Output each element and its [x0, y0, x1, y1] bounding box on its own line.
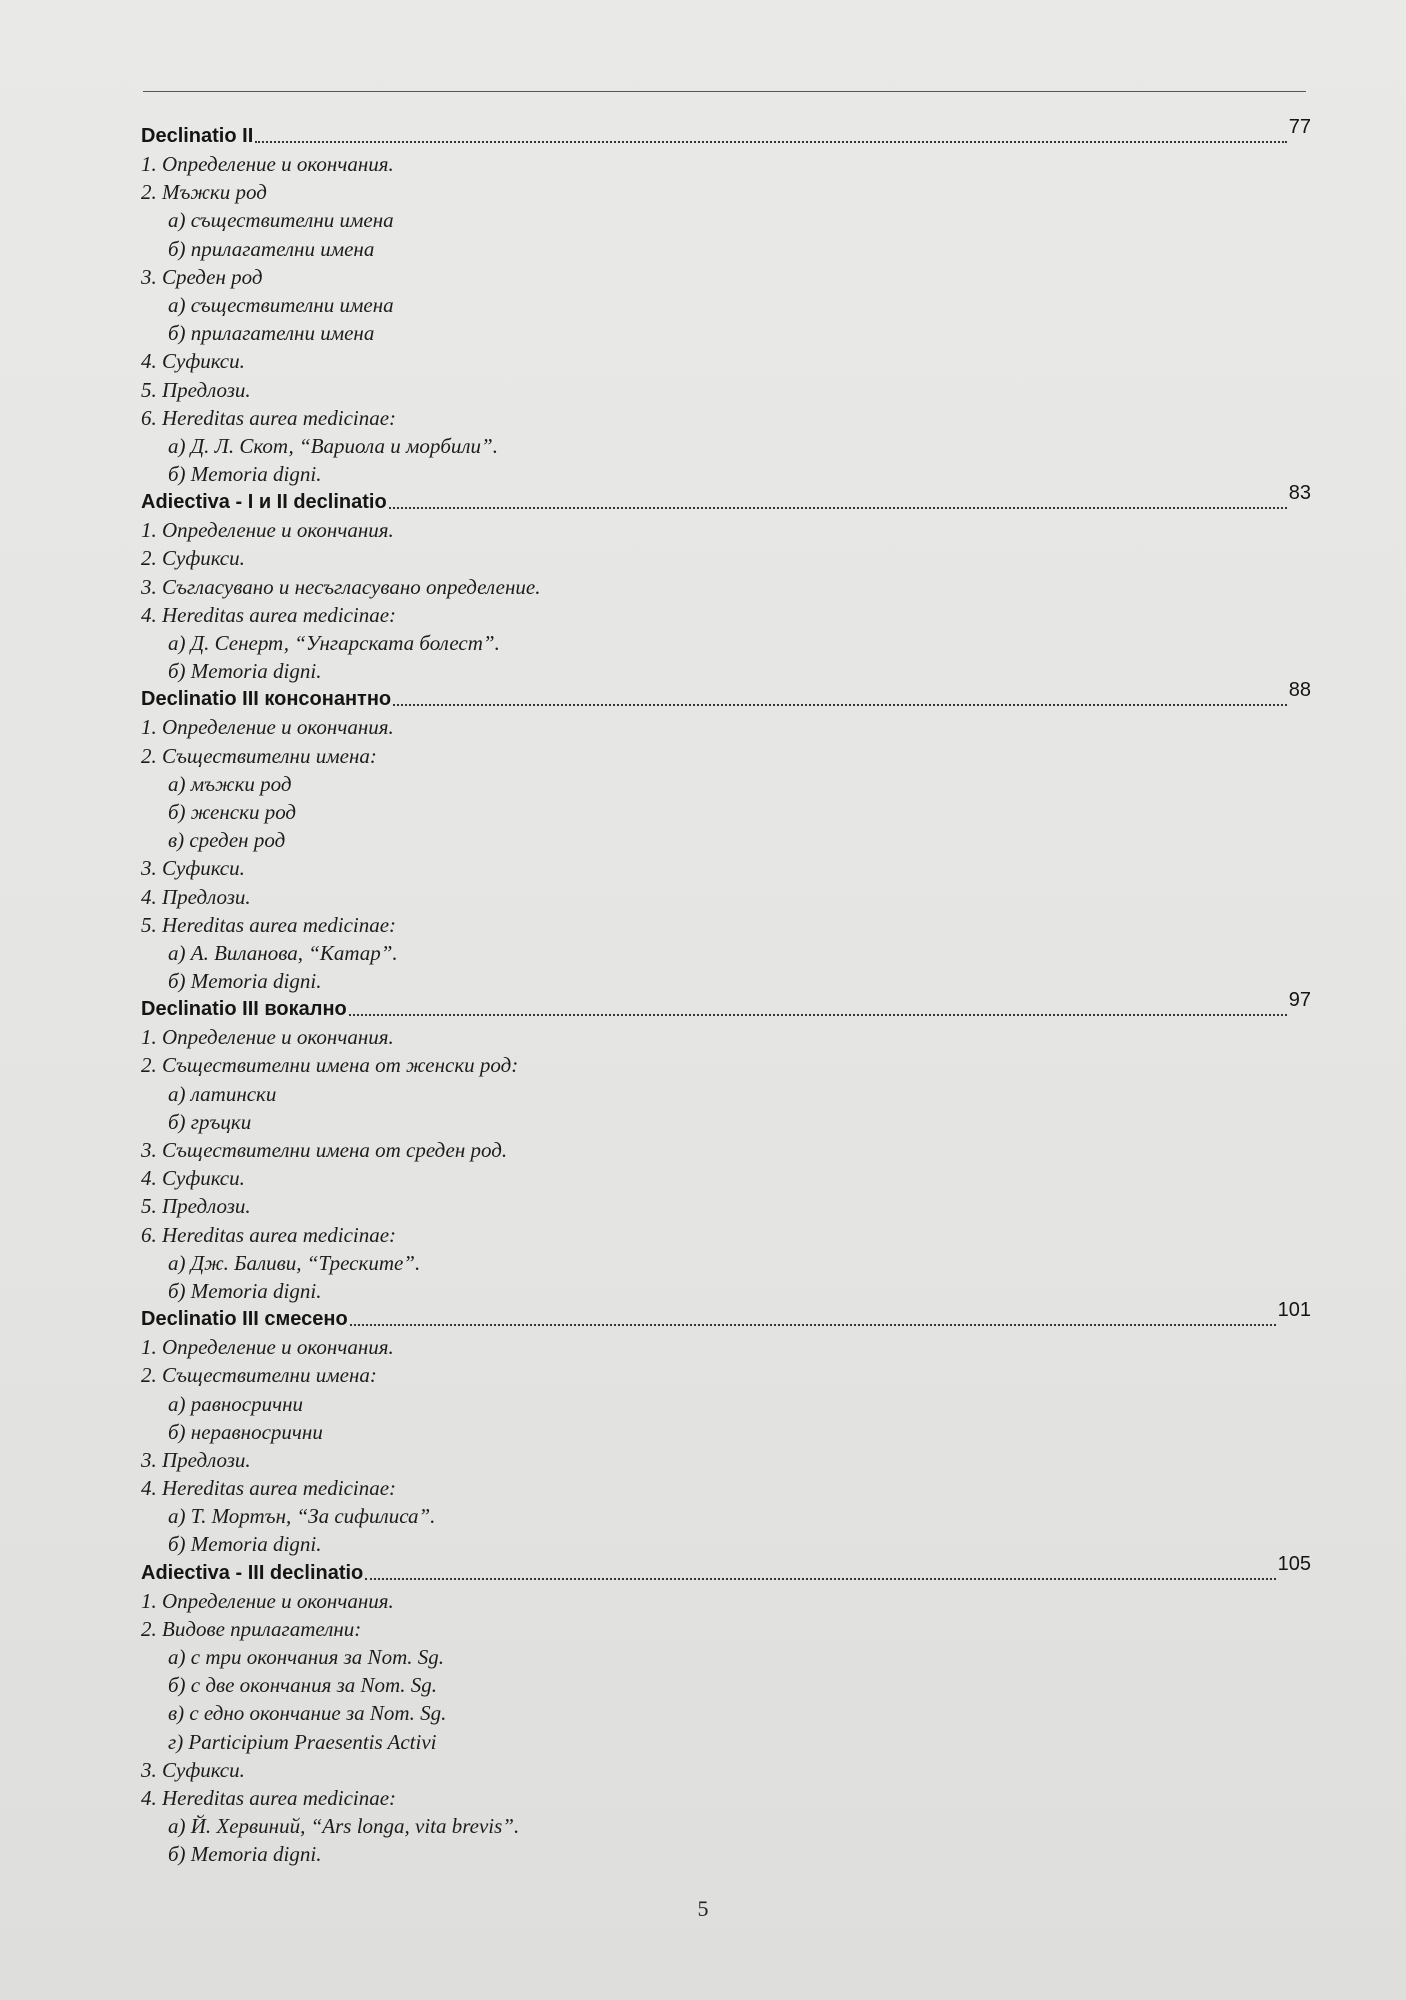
toc-section	[141, 116, 1311, 488]
dot-leader	[255, 141, 1287, 143]
section-page-number: 83	[1288, 482, 1311, 505]
header-rule	[143, 91, 1306, 92]
section-title: Adiectiva - I и II declinatio	[141, 491, 387, 514]
toc-subitem: а) равносрични	[168, 1391, 304, 1416]
toc-subitem: г) Participium Praesentis Activi	[168, 1729, 437, 1754]
toc-entry-heading[interactable]	[141, 679, 1311, 713]
toc-subitem: а) А. Виланова, “Катар”.	[168, 940, 398, 965]
dot-leader	[350, 1324, 1276, 1326]
toc-subitem: б) Memoria digni.	[168, 462, 322, 487]
toc-item: 4. Hereditas aurea medicinae:	[141, 1785, 397, 1810]
dot-leader	[349, 1014, 1287, 1016]
section-title: Declinatio II	[141, 125, 254, 147]
toc-entry-heading[interactable]	[141, 989, 1311, 1023]
section-page-number: 97	[1288, 989, 1311, 1012]
toc-entry-heading[interactable]	[141, 1552, 1311, 1587]
section-title: Declinatio III консонантно	[141, 688, 392, 711]
dot-leader	[365, 1578, 1275, 1580]
toc-item: 2. Съществителни имена:	[141, 743, 377, 768]
toc-subitem: б) прилагателни имена	[168, 321, 375, 346]
toc-subitem: а) съществителни имена	[168, 208, 394, 233]
toc-item: 6. Hereditas aurea medicinae:	[141, 405, 397, 430]
toc-item: 1. Определение и окончания.	[141, 1025, 394, 1050]
toc-item: 3. Суфикси.	[141, 1757, 245, 1782]
section-title: Adiectiva - III declinatio	[141, 1561, 364, 1584]
toc-item: 3. Среден род	[141, 264, 263, 289]
toc-item: 3. Съгласувано и несъгласувано определение.	[141, 574, 541, 599]
dot-leader	[393, 704, 1287, 706]
toc-item: 2. Видове прилагателни:	[141, 1616, 362, 1641]
toc-subitem: б) неравносрични	[168, 1419, 323, 1444]
section-page-number: 101	[1277, 1299, 1311, 1322]
toc-item: 3. Суфикси.	[141, 856, 245, 881]
toc-subitem: а) съществителни имена	[168, 292, 394, 317]
toc-subitem: б) Memoria digni.	[168, 1842, 322, 1867]
toc-item: 2. Съществителни имена от женски род:	[141, 1053, 519, 1078]
toc-section	[141, 1299, 1311, 1559]
toc-item: 4. Предлози.	[141, 884, 251, 909]
section-page-number: 77	[1288, 116, 1311, 138]
toc-subitem: б) Memoria digni.	[168, 1278, 322, 1303]
toc-section	[141, 989, 1311, 1305]
dot-leader	[389, 507, 1287, 509]
toc-item: 5. Предлози.	[141, 1194, 251, 1219]
toc-section	[141, 679, 1311, 995]
toc-item: 5. Hereditas aurea medicinae:	[141, 912, 397, 937]
toc-item: 1. Определение и окончания.	[141, 1588, 394, 1613]
toc-item: 3. Предлози.	[141, 1447, 251, 1472]
toc-subitem: б) Memoria digni.	[168, 1532, 322, 1557]
toc-item: 2. Суфикси.	[141, 546, 245, 571]
toc-item: 4. Hereditas aurea medicinae:	[141, 1476, 397, 1501]
section-title: Declinatio III смесено	[141, 1308, 348, 1331]
toc-subitem: в) с едно окончание за Nom. Sg.	[168, 1701, 447, 1726]
toc-subitem: б) Memoria digni.	[168, 659, 322, 684]
toc-entry-heading[interactable]	[141, 1299, 1311, 1333]
toc-subitem: а) мъжки род	[168, 771, 292, 796]
section-page-number: 88	[1288, 679, 1311, 702]
toc-subitem: а) Т. Мортън, “За сифилиса”.	[168, 1504, 436, 1529]
toc-subitem: а) Д. Сенерт, “Унгарската болест”.	[168, 631, 500, 655]
toc-entry-heading[interactable]	[141, 116, 1311, 150]
toc-item: 1. Определение и окончания.	[141, 152, 394, 176]
toc-subitem: а) Дж. Баливи, “Треските”.	[168, 1250, 421, 1275]
toc-item: 2. Мъжки род	[141, 180, 267, 205]
toc-item: 1. Определение и окончания.	[141, 1335, 394, 1360]
toc-subitem: б) прилагателни имена	[168, 236, 375, 261]
toc-entry-heading[interactable]	[141, 482, 1311, 516]
toc-item: 1. Определение и окончания.	[141, 715, 394, 740]
toc-subitem: б) Memoria digni.	[168, 969, 322, 994]
table-of-contents	[141, 116, 1311, 1869]
toc-item: 2. Съществителни имена:	[141, 1363, 377, 1388]
toc-item: 1. Определение и окончания.	[141, 518, 394, 543]
toc-item: 4. Суфикси.	[141, 1166, 245, 1191]
toc-subitem: в) среден род	[168, 828, 286, 853]
toc-item: 5. Предлози.	[141, 377, 251, 402]
toc-item: 6. Hereditas aurea medicinae:	[141, 1222, 397, 1247]
toc-subitem: а) Й. Хервиний, “Ars longa, vita brevis”.	[168, 1814, 520, 1839]
toc-section	[141, 1552, 1311, 1869]
toc-subitem: а) латински	[168, 1081, 277, 1106]
toc-item: 4. Hereditas aurea medicinae:	[141, 602, 397, 627]
page-number: 5	[697, 1896, 709, 1921]
toc-subitem: б) с две окончания за Nom. Sg.	[168, 1673, 437, 1698]
toc-subitem: б) женски род	[168, 799, 297, 824]
toc-section	[141, 482, 1311, 685]
toc-subitem: б) гръцки	[168, 1109, 252, 1134]
toc-subitem: а) с три окончания за Nom. Sg.	[168, 1645, 444, 1669]
toc-subitem: а) Д. Л. Скот, “Вариола и морбили”.	[168, 433, 498, 458]
section-page-number: 105	[1277, 1552, 1311, 1575]
toc-item: 3. Съществителни имена от среден род.	[141, 1138, 508, 1162]
section-title: Declinatio III вокално	[141, 998, 347, 1021]
toc-item: 4. Суфикси.	[141, 349, 245, 374]
